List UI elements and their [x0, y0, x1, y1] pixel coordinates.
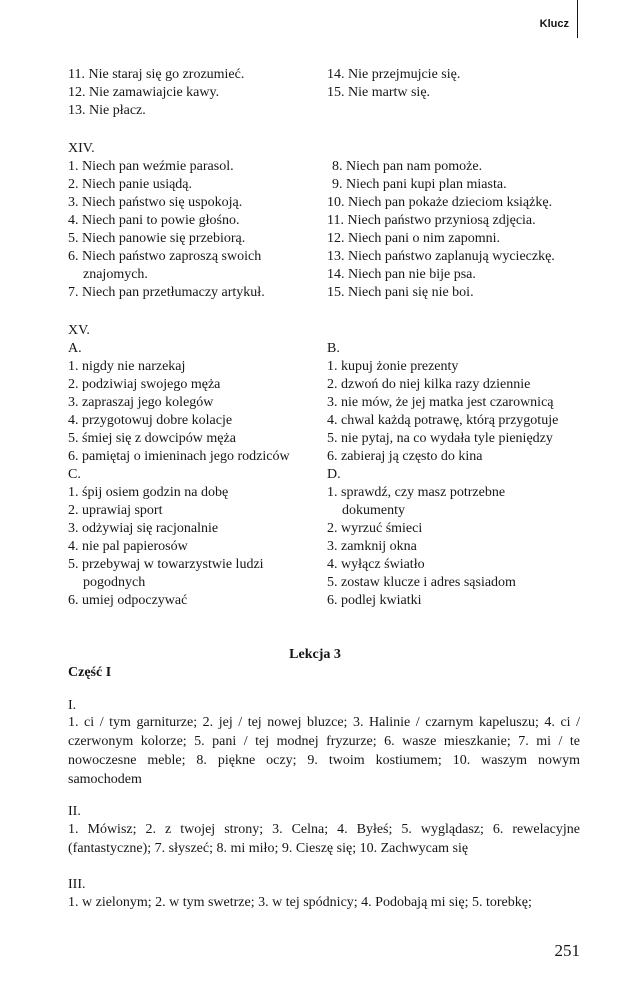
section-title: XV.	[68, 323, 90, 338]
list-item: 9. Niech pani kupi plan miasta.	[332, 177, 507, 192]
header-label: Klucz	[539, 18, 569, 30]
list-item: 15. Niech pani się nie boi.	[327, 285, 474, 300]
list-item: 6. umiej odpoczywać	[68, 593, 188, 608]
header-rule	[577, 0, 579, 38]
list-item: 6. Niech państwo zaproszą swoich	[68, 249, 262, 264]
list-item: 5. Niech panowie się przebiorą.	[68, 231, 246, 246]
list-item: 2. dzwoń do niej kilka razy dziennie	[327, 377, 531, 392]
list-item: 4. Niech pani to powie głośno.	[68, 213, 240, 228]
exercise-3-title: III.	[68, 877, 86, 892]
group-label-b: B.	[327, 341, 340, 356]
xiv-right-column	[327, 158, 555, 302]
list-item: 4. nie pal papierosów	[68, 539, 188, 554]
list-item: 12. Nie zamawiajcie kawy.	[68, 85, 220, 100]
list-item: 2. podziwiaj swojego męża	[68, 377, 221, 392]
list-item: 6. pamiętaj o imieninach jego rodziców	[68, 449, 290, 464]
list-item: 1. Niech pan weźmie parasol.	[68, 159, 234, 174]
list-item: 3. Niech państwo się uspokoją.	[68, 195, 243, 210]
list-item-continuation: znajomych.	[83, 267, 148, 282]
list-item: 15. Nie martw się.	[327, 85, 431, 100]
list-item: 6. podlej kwiatki	[327, 593, 422, 608]
xiv-left-column	[68, 140, 265, 302]
list-item: 1. nigdy nie narzekaj	[68, 359, 186, 374]
exercise-1-answers: 1. ci / tym garniturze; 2. jej / tej nowej bluzce; 3. Halinie / czarnym kapeluszu; 4. ci / czerwonym kolorze; 5. pani / tej modnej fryzurze; 6. wasze mieszkanie; 7. mi / te nowoczesne meble; 8. piękne oczy; 9. twoim kostiumem; 10. waszym nowym samochodem	[68, 715, 580, 787]
list-item: 14. Nie przejmujcie się.	[327, 67, 461, 82]
xiii-right-column	[327, 66, 460, 102]
group-label-d: D.	[327, 467, 341, 482]
list-item: 6. zabieraj ją często do kina	[327, 449, 483, 464]
list-item: 13. Nie płacz.	[68, 103, 146, 118]
list-item: 11. Niech państwo przyniosą zdjęcia.	[327, 213, 536, 228]
list-item: 2. wyrzuć śmieci	[327, 521, 423, 536]
list-item-continuation: pogodnych	[83, 575, 146, 590]
list-item: 11. Nie staraj się go zrozumieć.	[68, 67, 245, 82]
part-title: Część I	[68, 665, 112, 680]
exercise-3-answers: 1. w zielonym; 2. w tym swetrze; 3. w tej spódnicy; 4. Podobają mi się; 5. torebkę;	[68, 895, 532, 910]
list-item: 4. wyłącz światło	[327, 557, 425, 572]
list-item: 3. zapraszaj jego kolegów	[68, 395, 214, 410]
list-item: 5. zostaw klucze i adres sąsiadom	[327, 575, 516, 590]
exercise-1-title: I.	[68, 698, 77, 713]
list-item: 1. sprawdź, czy masz potrzebne	[327, 485, 506, 500]
exercise-2-answers: 1. Mówisz; 2. z twojej strony; 3. Celna; 4. Byłeś; 5. wyglądasz; 6. rewelacyjne (fantastyczne); 7. słyszeć; 8. mi miło; 9. Cieszę się; 10. Zachwycam się	[68, 822, 580, 856]
xv-left-column	[68, 322, 290, 610]
xiii-left-column	[68, 66, 244, 120]
list-item: 2. Niech panie usiądą.	[68, 177, 193, 192]
group-label-c: C.	[68, 467, 81, 482]
list-item: 14. Niech pan nie bije psa.	[327, 267, 476, 282]
section-title: XIV.	[68, 141, 95, 156]
list-item: 3. odżywiaj się racjonalnie	[68, 521, 219, 536]
page-number: 251	[554, 941, 580, 960]
list-item: 12. Niech pani o nim zapomni.	[327, 231, 501, 246]
list-item: 5. śmiej się z dowcipów męża	[68, 431, 236, 446]
list-item-continuation: dokumenty	[342, 503, 405, 518]
group-label-a: A.	[68, 341, 82, 356]
list-item: 4. chwal każdą potrawę, którą przygotuje	[327, 413, 559, 428]
list-item: 13. Niech państwo zaplanują wycieczkę.	[327, 249, 555, 264]
xv-right-column	[327, 340, 558, 610]
list-item: 8. Niech pan nam pomoże.	[332, 159, 483, 174]
list-item: 7. Niech pan przetłumaczy artykuł.	[68, 285, 265, 300]
list-item: 10. Niech pan pokaże dzieciom książkę.	[327, 195, 553, 210]
list-item: 1. śpij osiem godzin na dobę	[68, 485, 229, 500]
list-item: 1. kupuj żonie prezenty	[327, 359, 459, 374]
exercise-2-title: II.	[68, 804, 81, 819]
list-item: 3. nie mów, że jej matka jest czarownicą	[327, 395, 554, 410]
lesson-title: Lekcja 3	[289, 647, 341, 662]
list-item: 4. przygotowuj dobre kolacje	[68, 413, 233, 428]
list-item: 3. zamknij okna	[327, 539, 417, 554]
list-item: 5. przebywaj w towarzystwie ludzi	[68, 557, 264, 572]
list-item: 2. uprawiaj sport	[68, 503, 163, 518]
list-item: 5. nie pytaj, na co wydała tyle pieniędzy	[327, 431, 553, 446]
